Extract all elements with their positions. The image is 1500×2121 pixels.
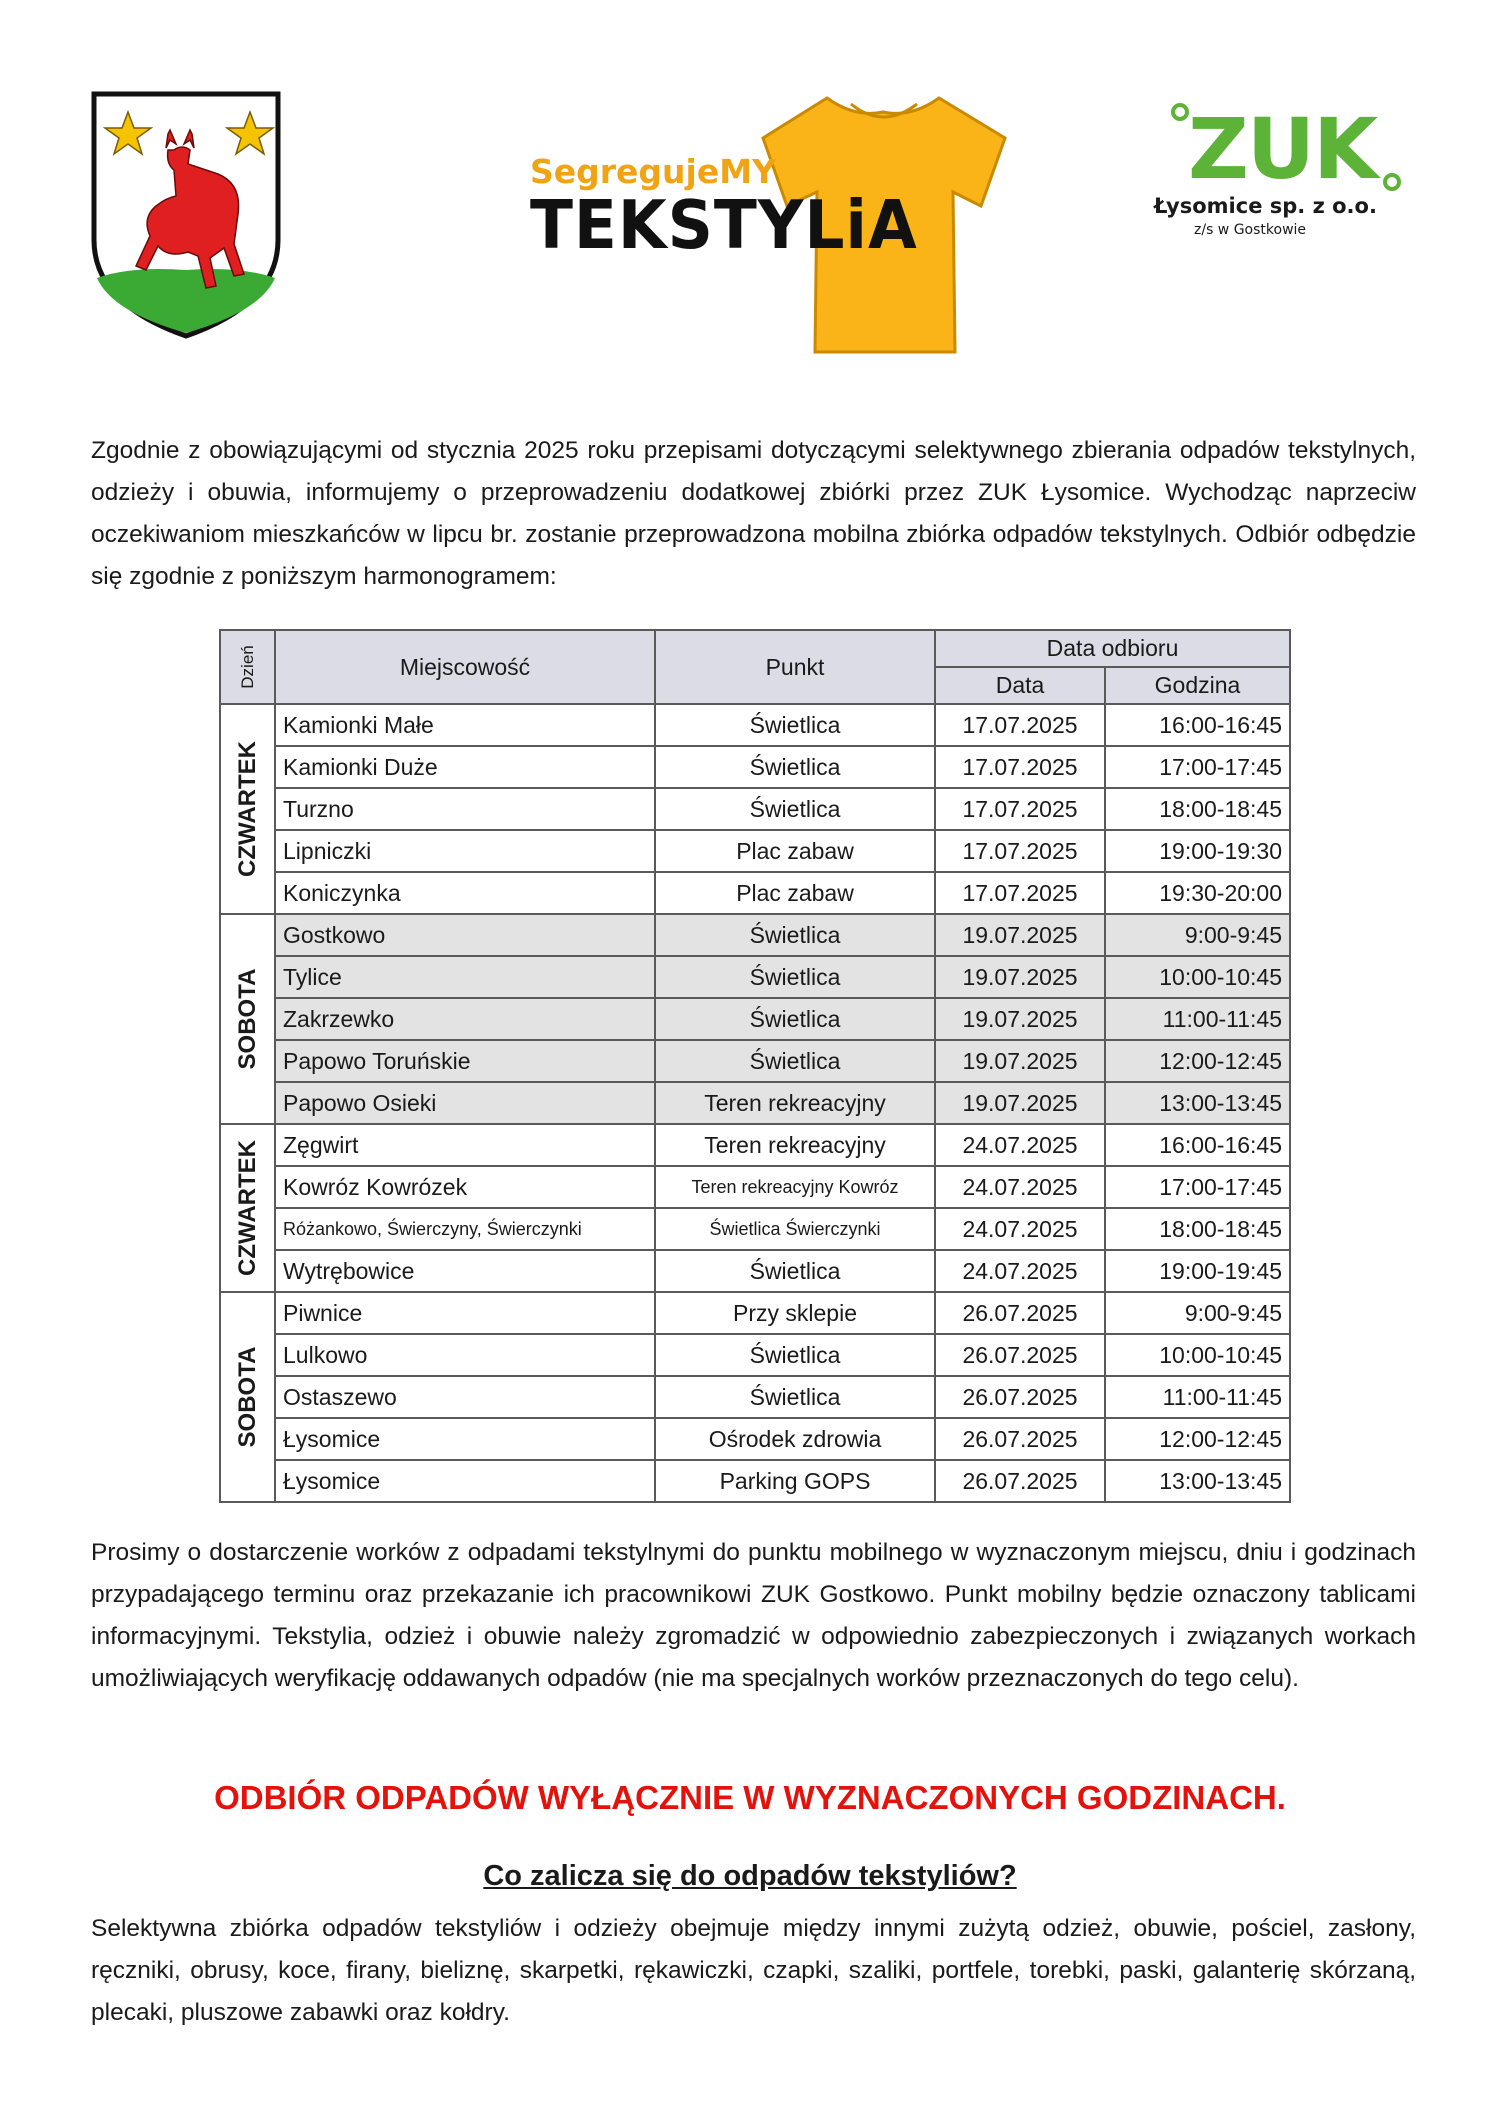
table-row [220, 1460, 1290, 1502]
place-cell: Łysomice [275, 1460, 655, 1502]
point-cell: Teren rekreacyjny Kowróz [655, 1166, 935, 1208]
place-cell: Wytrębowice [275, 1250, 655, 1292]
time-cell: 11:00-11:45 [1105, 1376, 1290, 1418]
table-row [220, 1166, 1290, 1208]
table-row [220, 830, 1290, 872]
point-cell: Przy sklepie [655, 1292, 935, 1334]
table-row [220, 914, 1290, 956]
table-row [220, 1292, 1290, 1334]
place-cell: Kowróz Kowrózek [275, 1166, 655, 1208]
closing-paragraph: Selektywna zbiórka odpadów tekstyliów i odzieży obejmuje między innymi zużytą odzież, obuwie, pościel, zasłony, ręczniki, obrusy, koce, firany, bieliznę, skarpetki, rękawiczki, czapki, szaliki, portfele, torebki, paski, galanterię skórzaną, plecaki, pluszowe zabawki oraz kołdry. [91, 1915, 1416, 2026]
place-cell: Papowo Toruńskie [275, 1040, 655, 1082]
point-cell: Świetlica [655, 956, 935, 998]
date-cell: 26.07.2025 [935, 1418, 1105, 1460]
header-day: Dzień [220, 630, 275, 704]
header-pickup: Data odbioru [935, 630, 1290, 667]
time-cell: 10:00-10:45 [1105, 956, 1290, 998]
table-row [220, 1334, 1290, 1376]
place-cell: Kamionki Duże [275, 746, 655, 788]
logo-line-2: TEKSTYLiA [530, 186, 918, 264]
point-cell: Świetlica Świerczynki [655, 1208, 935, 1250]
time-cell: 9:00-9:45 [1105, 914, 1290, 956]
place-cell: Tylice [275, 956, 655, 998]
day-label: CZWARTEK [233, 741, 261, 877]
table-row [220, 998, 1290, 1040]
coat-of-arms-logo [90, 90, 282, 340]
point-cell: Parking GOPS [655, 1460, 935, 1502]
point-cell: Plac zabaw [655, 872, 935, 914]
intro-paragraph: Zgodnie z obowiązującymi od stycznia 2025 roku przepisami dotyczącymi selektywnego zbierania odpadów tekstylnych, odzieży i obuwia, informujemy o przeprowadzeniu dodatkowej zbiórki przez ZUK Łysomice. Wychodząc naprzeciw oczekiwaniom mieszkańców w lipcu br. zostanie przeprowadzona mobilna zbiórka odpadów tekstylnych. Odbiór odbędzie się zgodnie z poniższym harmonogramem: [91, 437, 1416, 590]
day-cell [220, 704, 275, 914]
time-cell: 19:30-20:00 [1105, 872, 1290, 914]
table-row [220, 1082, 1290, 1124]
point-cell: Świetlica [655, 746, 935, 788]
place-cell: Kamionki Małe [275, 704, 655, 746]
date-cell: 24.07.2025 [935, 1124, 1105, 1166]
table-row [220, 788, 1290, 830]
time-cell: 12:00-12:45 [1105, 1418, 1290, 1460]
day-cell [220, 1124, 275, 1292]
table-row [220, 1208, 1290, 1250]
time-cell: 18:00-18:45 [1105, 1208, 1290, 1250]
point-cell: Plac zabaw [655, 830, 935, 872]
point-cell: Świetlica [655, 1334, 935, 1376]
place-cell: Zakrzewko [275, 998, 655, 1040]
table-row [220, 746, 1290, 788]
date-cell: 19.07.2025 [935, 1082, 1105, 1124]
table-row [220, 1250, 1290, 1292]
warning-heading: ODBIÓR ODPADÓW WYŁĄCZNIE W WYZNACZONYCH GODZINACH. [214, 1779, 1286, 1816]
point-cell: Świetlica [655, 1250, 935, 1292]
place-cell: Łysomice [275, 1418, 655, 1460]
point-cell: Świetlica [655, 1040, 935, 1082]
header-date: Data [935, 667, 1105, 704]
zuk-letters: ZUK [1188, 100, 1377, 198]
day-label: SOBOTA [233, 1346, 261, 1448]
header-time: Godzina [1105, 667, 1290, 704]
zuk-company-name: Łysomice sp. z o.o. [1154, 194, 1377, 218]
table-row [220, 704, 1290, 746]
date-cell: 17.07.2025 [935, 830, 1105, 872]
table-row [220, 1124, 1290, 1166]
table-row [220, 872, 1290, 914]
time-cell: 19:00-19:45 [1105, 1250, 1290, 1292]
date-cell: 17.07.2025 [935, 872, 1105, 914]
time-cell: 12:00-12:45 [1105, 1040, 1290, 1082]
header-point: Punkt [655, 630, 935, 704]
time-cell: 16:00-16:45 [1105, 1124, 1290, 1166]
place-cell: Papowo Osieki [275, 1082, 655, 1124]
place-cell: Gostkowo [275, 914, 655, 956]
table-row [220, 1040, 1290, 1082]
table-row [220, 1418, 1290, 1460]
zuk-branch: z/s w Gostkowie [1194, 222, 1307, 238]
time-cell: 13:00-13:45 [1105, 1082, 1290, 1124]
date-cell: 26.07.2025 [935, 1292, 1105, 1334]
table-row [220, 1376, 1290, 1418]
place-cell: Turzno [275, 788, 655, 830]
day-cell [220, 914, 275, 1124]
date-cell: 19.07.2025 [935, 914, 1105, 956]
point-cell: Świetlica [655, 788, 935, 830]
place-cell: Ostaszewo [275, 1376, 655, 1418]
date-cell: 17.07.2025 [935, 788, 1105, 830]
date-cell: 24.07.2025 [935, 1208, 1105, 1250]
place-cell: Zęgwirt [275, 1124, 655, 1166]
point-cell: Świetlica [655, 704, 935, 746]
place-cell: Lulkowo [275, 1334, 655, 1376]
time-cell: 9:00-9:45 [1105, 1292, 1290, 1334]
point-cell: Świetlica [655, 1376, 935, 1418]
point-cell: Teren rekreacyjny [655, 1124, 935, 1166]
day-label: CZWARTEK [233, 1140, 261, 1276]
place-cell: Lipniczki [275, 830, 655, 872]
time-cell: 17:00-17:45 [1105, 1166, 1290, 1208]
time-cell: 11:00-11:45 [1105, 998, 1290, 1040]
instructions-paragraph: Prosimy o dostarczenie worków z odpadami tekstylnymi do punktu mobilnego w wyznaczonym miejscu, dniu i godzinach przypadającego terminu oraz przekazanie ich pracownikowi ZUK Gostkowo. Punkt mobilny będzie oznaczony tablicami informacyjnymi. Tekstylia, odzież i obuwie należy zgromadzić w odpowiednio zabezpieczonych i związanych workach umożliwiających weryfikację oddawanych odpadów (nie ma specjalnych worków przeznaczonych do tego celu). [91, 1539, 1416, 1692]
date-cell: 17.07.2025 [935, 704, 1105, 746]
time-cell: 10:00-10:45 [1105, 1334, 1290, 1376]
point-cell: Świetlica [655, 914, 935, 956]
zuk-logo [1140, 100, 1420, 250]
date-cell: 19.07.2025 [935, 1040, 1105, 1082]
segregujemy-tekstylia-logo [530, 90, 1050, 360]
place-cell: Piwnice [275, 1292, 655, 1334]
day-cell [220, 1292, 275, 1502]
time-cell: 19:00-19:30 [1105, 830, 1290, 872]
point-cell: Ośrodek zdrowia [655, 1418, 935, 1460]
date-cell: 26.07.2025 [935, 1334, 1105, 1376]
logo-line-1: SegregujeMY [530, 152, 776, 191]
date-cell: 26.07.2025 [935, 1376, 1105, 1418]
date-cell: 24.07.2025 [935, 1166, 1105, 1208]
date-cell: 24.07.2025 [935, 1250, 1105, 1292]
day-label: SOBOTA [233, 968, 261, 1070]
time-cell: 17:00-17:45 [1105, 746, 1290, 788]
time-cell: 16:00-16:45 [1105, 704, 1290, 746]
schedule-table [219, 629, 1289, 1505]
point-cell: Teren rekreacyjny [655, 1082, 935, 1124]
time-cell: 18:00-18:45 [1105, 788, 1290, 830]
date-cell: 17.07.2025 [935, 746, 1105, 788]
section-heading: Co zalicza się do odpadów tekstyliów? [483, 1860, 1017, 1892]
time-cell: 13:00-13:45 [1105, 1460, 1290, 1502]
place-cell: Różankowo, Świerczyny, Świerczynki [275, 1208, 655, 1250]
place-cell: Koniczynka [275, 872, 655, 914]
date-cell: 19.07.2025 [935, 998, 1105, 1040]
date-cell: 19.07.2025 [935, 956, 1105, 998]
date-cell: 26.07.2025 [935, 1460, 1105, 1502]
table-row [220, 956, 1290, 998]
point-cell: Świetlica [655, 998, 935, 1040]
header-place: Miejscowość [275, 630, 655, 704]
